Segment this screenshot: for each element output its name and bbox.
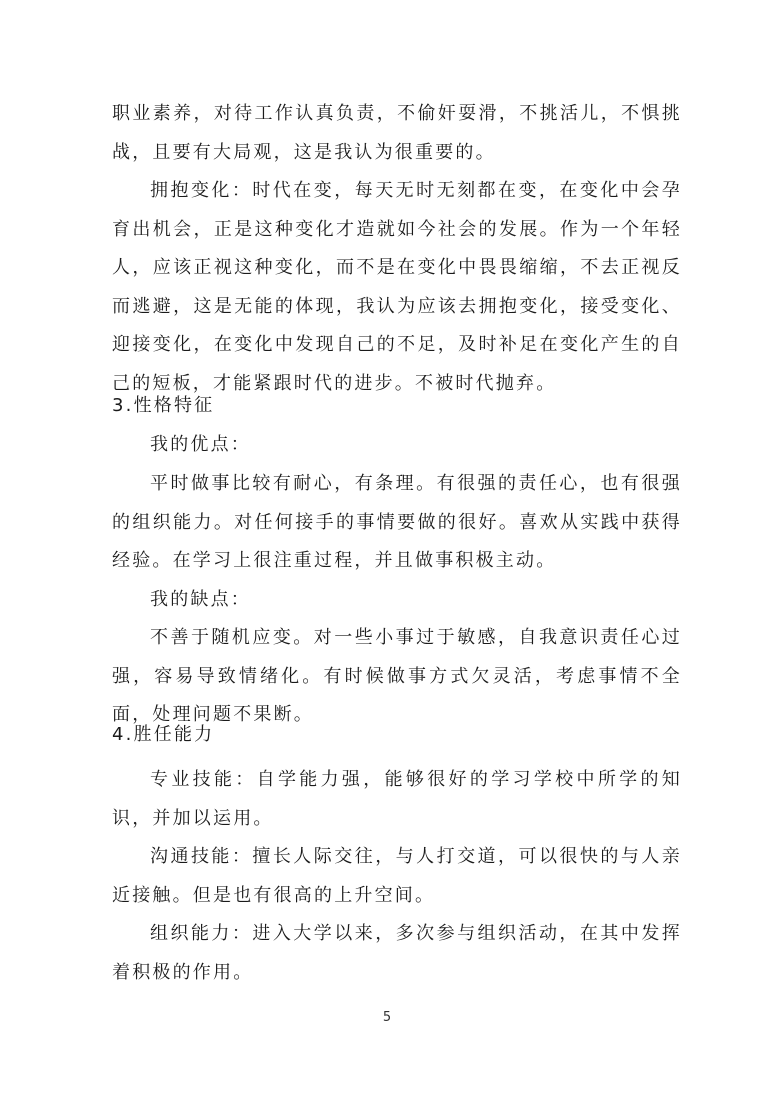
paragraph-professional-skills: 专业技能：自学能力强，能够很好的学习学校中所学的知识，并加以运用。 xyxy=(112,769,682,829)
paragraph-professionalism: 职业素养，对待工作认真负责，不偷奸耍滑，不挑活儿，不惧挑战，且要有大局观，这是我认为很重要的。 xyxy=(112,103,682,163)
paragraph-weaknesses-label: 我的缺点： xyxy=(150,589,251,610)
paragraph-weaknesses: 不善于随机应变。对一些小事过于敏感，自我意识责任心过强，容易导致情绪化。有时候做事方式欠灵活，考虑事情不全面，处理问题不果断。 xyxy=(112,627,682,725)
paragraph-embrace-change: 拥抱变化：时代在变，每天无时无刻都在变，在变化中会孕育出机会，正是这种变化才造就如今社会的发展。作为一个年轻人，应该正视这种变化，而不是在变化中畏畏缩缩，不去正视反而逃避，这是无能的体现，我认为应该去拥抱变化，接受变化、迎接变化，在变化中发现自己的不足，及时补足在变化产生的自己的短板，才能紧跟时代的进步。不被时代抛弃。 xyxy=(112,180,682,394)
paragraph-strengths: 平时做事比较有耐心，有条理。有很强的责任心，也有很强的组织能力。对任何接手的事情要做的很好。喜欢从实践中获得经验。在学习上很注重过程，并且做事积极主动。 xyxy=(112,473,682,571)
section-heading-competence: 4.胜任能力 xyxy=(112,724,215,745)
paragraph-organizational-skills: 组织能力：进入大学以来，多次参与组织活动，在其中发挥着积极的作用。 xyxy=(112,923,682,983)
section-heading-personality: 3.性格特征 xyxy=(112,395,215,416)
paragraph-strengths-label: 我的优点： xyxy=(150,434,251,455)
paragraph-communication-skills: 沟通技能：擅长人际交往，与人打交道，可以很快的与人亲近接触。但是也有很高的上升空间。 xyxy=(112,846,682,906)
page-number: 5 xyxy=(382,1010,392,1025)
